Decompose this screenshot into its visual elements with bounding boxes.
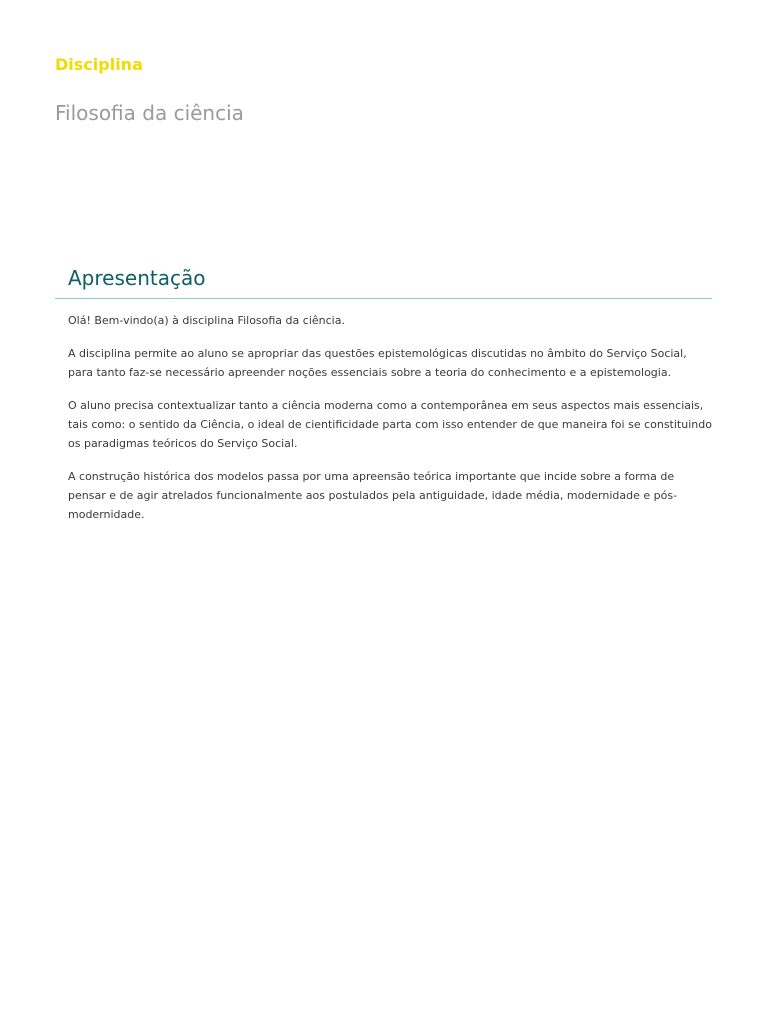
course-title: Filosofia da ciência <box>55 101 244 125</box>
section-body <box>55 299 712 524</box>
section-heading: Apresentação <box>55 265 712 299</box>
paragraph-discipline: A disciplina permite ao aluno se apropriar das questões epistemológicas discutidas no âmbito do Serviço Social, para tanto faz-se necessário apreender noções essenciais sobre a teoria do conhecimento e a epistemologia. <box>68 347 687 379</box>
paragraph-history: A construção histórica dos modelos passa por uma apreensão teórica importante que incide sobre a forma de pensar e de agir atrelados funcionalmente aos postulados pela antiguidade, idade média, modernidade e pós-modernidade. <box>68 470 678 521</box>
presentation-section <box>55 265 712 538</box>
course-label: Disciplina <box>55 55 143 74</box>
paragraph-welcome: Olá! Bem-vindo(a) à disciplina Filosofia da ciência. <box>68 314 345 327</box>
paragraph-context: O aluno precisa contextualizar tanto a ciência moderna como a contemporânea em seus aspectos mais essenciais, tais como: o sentido da Ciência, o ideal de cientificidade parta com isso entender de que maneira foi se constituindo os paradigmas teóricos do Serviço Social. <box>68 399 712 450</box>
